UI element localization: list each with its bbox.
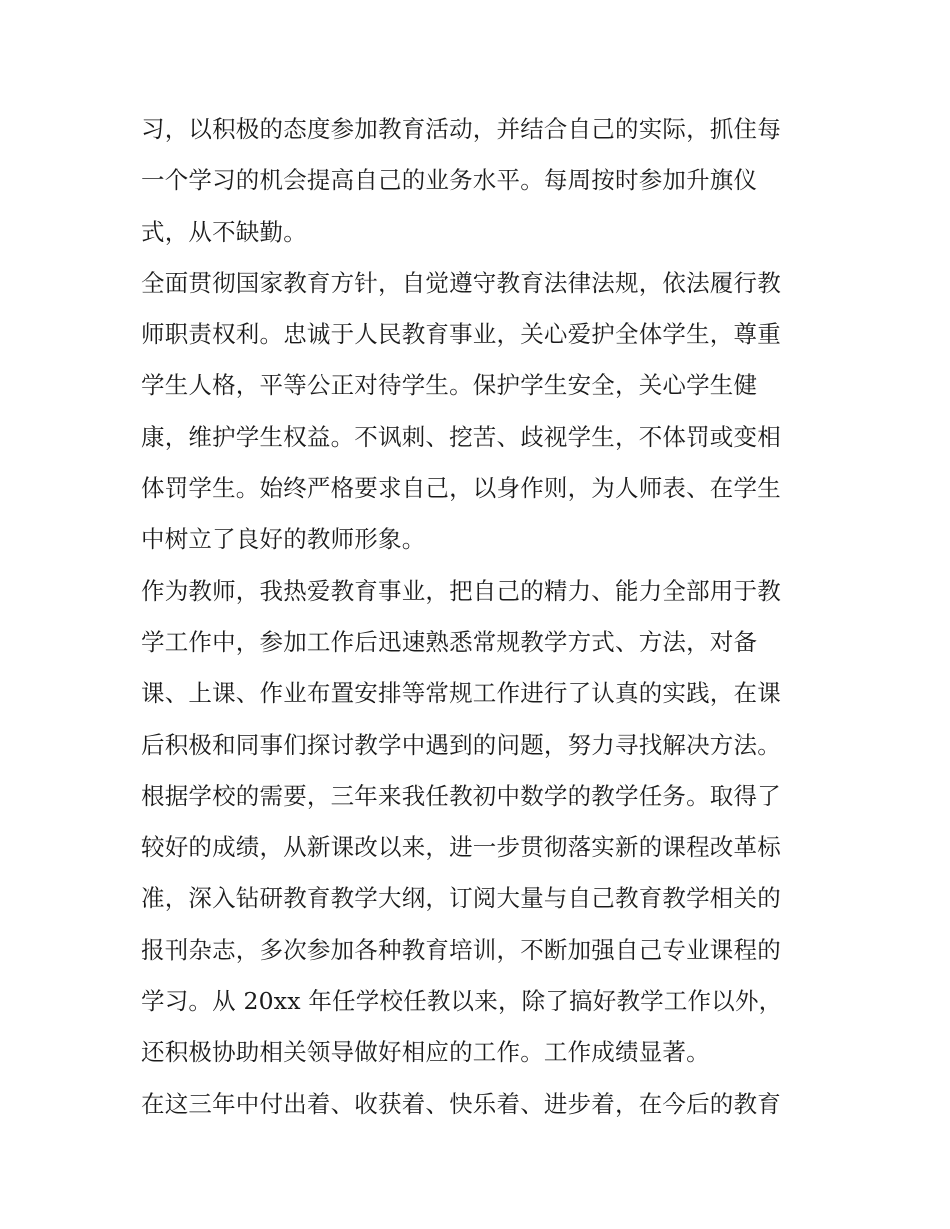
text-line: 报刊杂志，多次参加各种教育培训，不断加强自己专业课程的 — [141, 935, 781, 964]
text-line: 习，以积极的态度参加教育活动，并结合自己的实际，抓住每 — [141, 115, 781, 143]
text-line: 学工作中，参加工作后迅速熟悉常规教学方式、方法，对备 — [141, 627, 758, 656]
body-text — [141, 104, 821, 1130]
text-line: 在这三年中付出着、收获着、快乐着、进步着，在今后的教育 — [141, 1089, 781, 1118]
text-line: 师职责权利。忠诚于人民教育事业，关心爱护全体学生，尊重 — [141, 320, 781, 349]
text-line: 康，维护学生权益。不讽刺、挖苦、歧视学生，不体罚或变相 — [141, 422, 781, 451]
text-line: 课、上课、作业布置安排等常规工作进行了认真的实践，在课 — [141, 679, 781, 708]
text-line: 准，深入钻研教育教学大纲，订阅大量与自己教育教学相关的 — [141, 884, 781, 913]
text-line: 根据学校的需要，三年来我任教初中数学的教学任务。取得了 — [141, 781, 781, 810]
text-line: 学生人格，平等公正对待学生。保护学生安全，关心学生健 — [141, 371, 758, 400]
text-line: 式，从不缺勤。 — [141, 217, 307, 246]
text-line: 体罚学生。始终严格要求自己，以身作则，为人师表、在学生 — [141, 474, 781, 503]
text-line: 还积极协助相关领导做好相应的工作。工作成绩显著。 — [141, 1038, 710, 1067]
text-line: 全面贯彻国家教育方针，自觉遵守教育法律法规，依法履行教 — [141, 268, 781, 297]
text-line: 作为教师，我热爱教育事业，把自己的精力、能力全部用于教 — [141, 576, 781, 605]
text-line: 后积极和同事们探讨教学中遇到的问题，努力寻找解决方法。 — [141, 730, 781, 759]
text-line: 学习。从 20xx 年任学校任教以来，除了搞好教学工作以外， — [141, 987, 783, 1016]
text-line: 较好的成绩，从新课改以来，进一步贯彻落实新的课程改革标 — [141, 833, 781, 862]
text-line: 一个学习的机会提高自己的业务水平。每周按时参加升旗仪 — [141, 166, 758, 195]
text-line: 中树立了良好的教师形象。 — [141, 525, 426, 554]
